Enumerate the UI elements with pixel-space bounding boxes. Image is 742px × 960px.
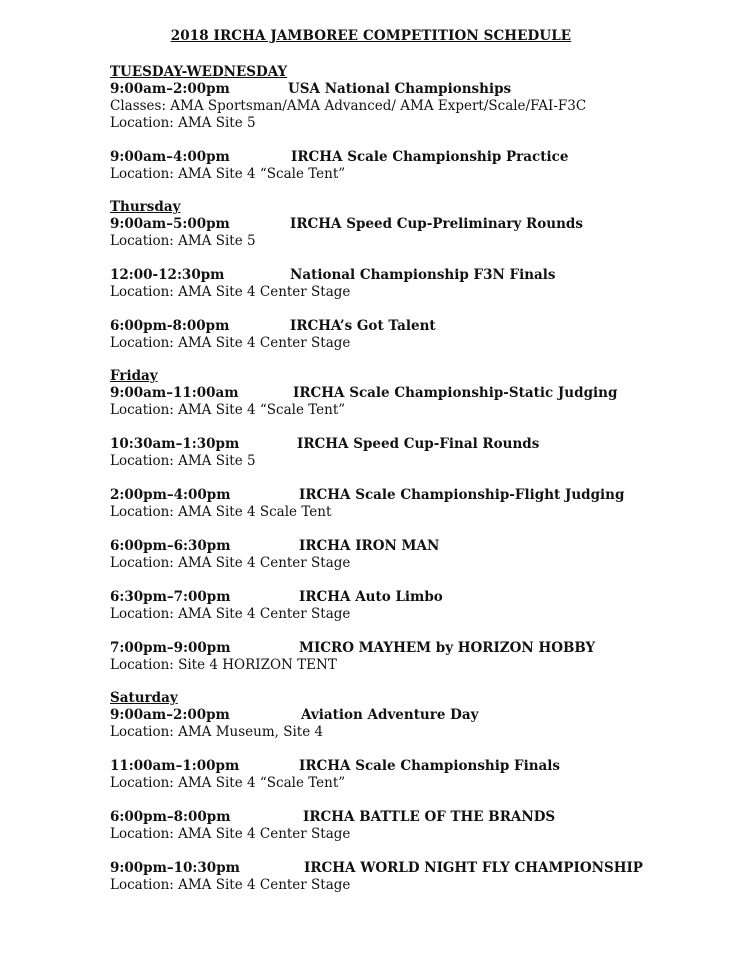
schedule-event <box>110 860 720 894</box>
event-location: Location: AMA Site 4 Center Stage <box>110 555 351 571</box>
event-title: MICRO MAYHEM by HORIZON HOBBY <box>299 640 596 656</box>
event-location: Location: AMA Site 4 “Scale Tent” <box>110 166 346 182</box>
day-header: Thursday <box>110 199 181 215</box>
event-title: IRCHA’s Got Talent <box>290 318 436 334</box>
day-section <box>110 64 720 183</box>
event-title: IRCHA Scale Championship-Flight Judging <box>299 487 625 503</box>
schedule-event <box>110 216 720 250</box>
event-title: IRCHA Scale Championship Finals <box>299 758 561 774</box>
event-heading <box>110 860 720 877</box>
page-title: 2018 IRCHA JAMBOREE COMPETITION SCHEDULE <box>170 28 572 44</box>
schedule-event <box>110 318 720 352</box>
event-title: USA National Championships <box>288 81 512 97</box>
event-location: Location: AMA Site 4 “Scale Tent” <box>110 775 346 791</box>
event-heading <box>110 707 720 724</box>
schedule-event <box>110 436 720 470</box>
event-title: Aviation Adventure Day <box>301 707 479 723</box>
event-title: IRCHA Speed Cup-Final Rounds <box>297 436 540 452</box>
event-heading <box>110 81 720 98</box>
schedule-event <box>110 487 720 521</box>
event-location: Location: AMA Site 4 Center Stage <box>110 606 351 622</box>
event-heading <box>110 487 720 504</box>
event-heading <box>110 267 720 284</box>
event-time: 9:00am–2:00pm <box>110 81 230 97</box>
event-heading <box>110 538 720 555</box>
event-heading <box>110 318 720 335</box>
event-location: Location: AMA Site 4 Center Stage <box>110 284 351 300</box>
event-title: IRCHA Speed Cup-Preliminary Rounds <box>290 216 583 232</box>
event-heading <box>110 809 720 826</box>
event-location: Location: AMA Site 4 Scale Tent <box>110 504 332 520</box>
schedule-event <box>110 640 720 674</box>
event-time: 9:00am–5:00pm <box>110 216 230 232</box>
day-section <box>110 690 720 894</box>
event-title: National Championship F3N Finals <box>290 267 556 283</box>
day-header: Saturday <box>110 690 178 706</box>
event-time: 9:00pm–10:30pm <box>110 860 240 876</box>
event-title: IRCHA Scale Championship Practice <box>291 149 569 165</box>
event-title: IRCHA BATTLE OF THE BRANDS <box>303 809 556 825</box>
event-time: 2:00pm–4:00pm <box>110 487 231 503</box>
schedule-event <box>110 81 720 132</box>
event-time: 10:30am–1:30pm <box>110 436 240 452</box>
event-time: 6:30pm–7:00pm <box>110 589 231 605</box>
schedule-event <box>110 267 720 301</box>
event-time: 7:00pm–9:00pm <box>110 640 231 656</box>
day-header: Friday <box>110 368 158 384</box>
event-title: IRCHA WORLD NIGHT FLY CHAMPIONSHIP <box>304 860 643 876</box>
event-location: Location: AMA Site 4 Center Stage <box>110 335 351 351</box>
event-heading <box>110 589 720 606</box>
event-location: Location: AMA Site 4 Center Stage <box>110 877 351 893</box>
event-time: 6:00pm–6:30pm <box>110 538 231 554</box>
schedule-content <box>110 64 720 894</box>
event-heading <box>110 149 720 166</box>
event-time: 12:00-12:30pm <box>110 267 225 283</box>
event-location: Location: AMA Site 5 <box>110 453 256 469</box>
schedule-event <box>110 149 720 183</box>
event-location: Location: AMA Site 4 “Scale Tent” <box>110 402 346 418</box>
schedule-event <box>110 385 720 419</box>
schedule-event <box>110 758 720 792</box>
event-heading <box>110 436 720 453</box>
event-location: Location: AMA Museum, Site 4 <box>110 724 324 740</box>
event-heading <box>110 216 720 233</box>
event-title: IRCHA Auto Limbo <box>299 589 443 605</box>
day-section <box>110 368 720 674</box>
event-classes: Classes: AMA Sportsman/AMA Advanced/ AMA Expert/Scale/FAI-F3C <box>110 98 587 114</box>
event-heading <box>110 385 720 402</box>
event-location: Location: Site 4 HORIZON TENT <box>110 657 337 673</box>
day-section <box>110 199 720 352</box>
event-title: IRCHA Scale Championship-Static Judging <box>293 385 618 401</box>
event-title: IRCHA IRON MAN <box>299 538 440 554</box>
day-header: TUESDAY-WEDNESDAY <box>110 64 288 80</box>
event-location: Location: AMA Site 5 <box>110 233 256 249</box>
schedule-event <box>110 809 720 843</box>
event-time: 9:00am–2:00pm <box>110 707 230 723</box>
event-time: 9:00am–11:00am <box>110 385 239 401</box>
event-time: 6:00pm-8:00pm <box>110 318 230 334</box>
event-heading <box>110 758 720 775</box>
event-location: Location: AMA Site 5 <box>110 115 256 131</box>
schedule-event <box>110 538 720 572</box>
event-heading <box>110 640 720 657</box>
event-location: Location: AMA Site 4 Center Stage <box>110 826 351 842</box>
event-time: 6:00pm–8:00pm <box>110 809 231 825</box>
schedule-event <box>110 707 720 741</box>
event-time: 9:00am–4:00pm <box>110 149 230 165</box>
event-time: 11:00am–1:00pm <box>110 758 240 774</box>
schedule-event <box>110 589 720 623</box>
